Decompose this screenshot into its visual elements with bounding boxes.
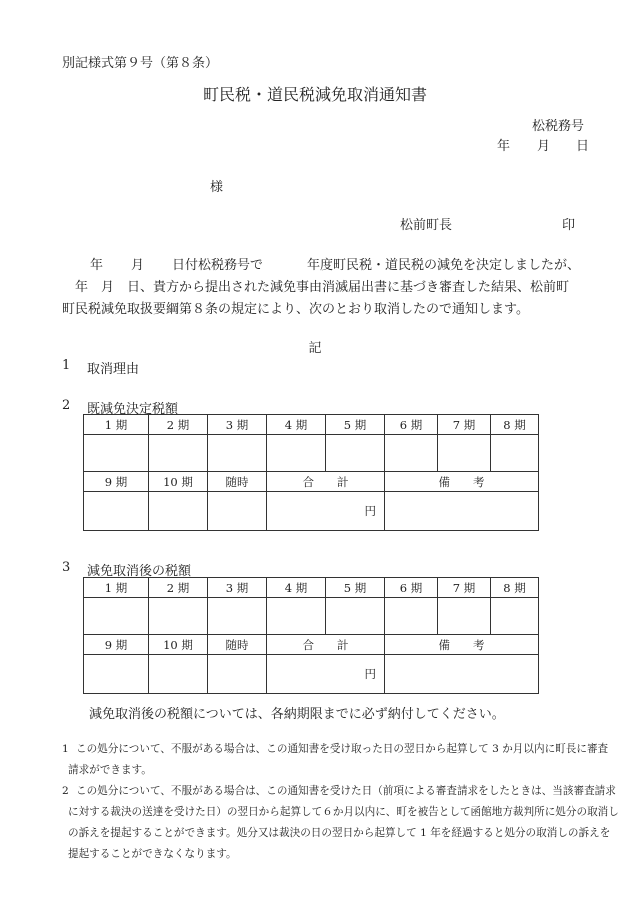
amount-cell (149, 655, 208, 694)
amount-cell (208, 655, 267, 694)
remarks-cell (385, 655, 539, 694)
note-2-line-3: の訴えを提起することができます。処分又は裁決の日の翌日から起算して 1 年を経過すると処分の取消しの訴えを (68, 827, 611, 839)
amount-row-2 (84, 655, 539, 694)
period-header-row-2 (84, 635, 539, 655)
period-2: 2 期 (149, 578, 208, 598)
period-adhoc: 随時 (208, 635, 267, 655)
amount-cell (267, 435, 326, 472)
seal-mark: 印 (562, 218, 576, 233)
period-7: 7 期 (438, 578, 491, 598)
period-3: 3 期 (208, 578, 267, 598)
remarks-header: 備 考 (385, 635, 539, 655)
form-label: 別記様式第９号（第８条） (62, 56, 219, 71)
total-yen: 円 (267, 655, 385, 694)
body-line-3: 町民税減免取扱要綱第８条の規定により、次のとおり取消したので通知します。 (62, 302, 529, 317)
payment-note: 減免取消後の税額については、各納期限までに必ず納付してください。 (89, 707, 505, 722)
amount-row (84, 598, 539, 635)
amount-cell (326, 435, 385, 472)
body-year: 年 (90, 258, 104, 273)
period-6: 6 期 (385, 415, 438, 435)
note-2-line-2: に対する裁決の送達を受けた日）の翌日から起算して６か月以内に、町を被告として函館地方裁判所に処分の取消し (68, 806, 619, 818)
body-fiscal-year: 年度町民税・道民税の減免を決定しましたが、 (307, 258, 581, 273)
period-10: 10 期 (149, 635, 208, 655)
amount-cell (208, 492, 267, 531)
body-line-2: 年 月 日、貴方から提出された減免事由消滅届出書に基づき審査した結果、松前町 (75, 280, 570, 295)
amount-cell (326, 598, 385, 635)
period-adhoc: 随時 (208, 472, 267, 492)
note-2-number: 2 (62, 785, 69, 797)
amount-cell (84, 492, 149, 531)
period-4: 4 期 (267, 578, 326, 598)
amount-cell (208, 598, 267, 635)
amount-cell (385, 435, 438, 472)
period-10: 10 期 (149, 472, 208, 492)
amount-row-2 (84, 492, 539, 531)
date-year: 年 (497, 139, 511, 154)
amount-cell (208, 435, 267, 472)
remarks-cell (385, 492, 539, 531)
section-2-number: 2 (62, 398, 71, 413)
total-header: 合 計 (267, 635, 385, 655)
period-header-row (84, 415, 539, 435)
recipient-suffix: 様 (210, 180, 224, 195)
amount-cell (84, 655, 149, 694)
period-3: 3 期 (208, 415, 267, 435)
amount-cell (84, 598, 149, 635)
note-1-line-2: 請求ができます。 (68, 764, 152, 776)
note-1-number: 1 (62, 743, 69, 755)
note-2-line-4: 提起することができなくなります。 (68, 848, 237, 860)
period-1: 1 期 (84, 578, 149, 598)
amount-cell (438, 435, 491, 472)
amount-cell (149, 492, 208, 531)
amount-cell (149, 598, 208, 635)
period-9: 9 期 (84, 635, 149, 655)
amount-cell (149, 435, 208, 472)
period-9: 9 期 (84, 472, 149, 492)
section-3-label: 減免取消後の税額 (87, 564, 192, 579)
period-header-row (84, 578, 539, 598)
amount-cell (491, 435, 539, 472)
section-3-number: 3 (62, 560, 71, 575)
body-month: 月 (131, 258, 145, 273)
section-2-label: 既減免決定税額 (87, 402, 179, 417)
period-header-row-2 (84, 472, 539, 492)
period-8: 8 期 (491, 578, 539, 598)
amount-cell (267, 598, 326, 635)
section-1-label: 取消理由 (87, 362, 140, 377)
note-1-line-1: この処分について、不服がある場合は、この通知書を受け取った日の翌日から起算して 3 か月以内に町長に審査 (76, 743, 609, 755)
period-4: 4 期 (267, 415, 326, 435)
date-month: 月 (537, 139, 551, 154)
note-2-line-1: この処分について、不服がある場合は、この通知書を受けた日（前項による審査請求をしたときは、当該審査請求 (76, 785, 616, 797)
document-number: 松税務号 (531, 119, 584, 134)
amount-cell (438, 598, 491, 635)
period-5: 5 期 (326, 578, 385, 598)
tax-table-before (83, 414, 539, 531)
amount-cell (491, 598, 539, 635)
period-1: 1 期 (84, 415, 149, 435)
total-header: 合 計 (267, 472, 385, 492)
section-1-number: 1 (62, 358, 71, 373)
document-title: 町民税・道民税減免取消通知書 (202, 85, 427, 104)
body-date-ref: 日付松税務号で (172, 258, 264, 273)
period-2: 2 期 (149, 415, 208, 435)
remarks-header: 備 考 (385, 472, 539, 492)
date-day: 日 (576, 139, 590, 154)
period-6: 6 期 (385, 578, 438, 598)
sender-name: 松前町長 (400, 218, 453, 233)
amount-row (84, 435, 539, 472)
total-yen: 円 (267, 492, 385, 531)
period-8: 8 期 (491, 415, 539, 435)
period-7: 7 期 (438, 415, 491, 435)
amount-cell (385, 598, 438, 635)
ki-heading: 記 (308, 341, 322, 356)
tax-table-after (83, 577, 539, 694)
amount-cell (84, 435, 149, 472)
period-5: 5 期 (326, 415, 385, 435)
